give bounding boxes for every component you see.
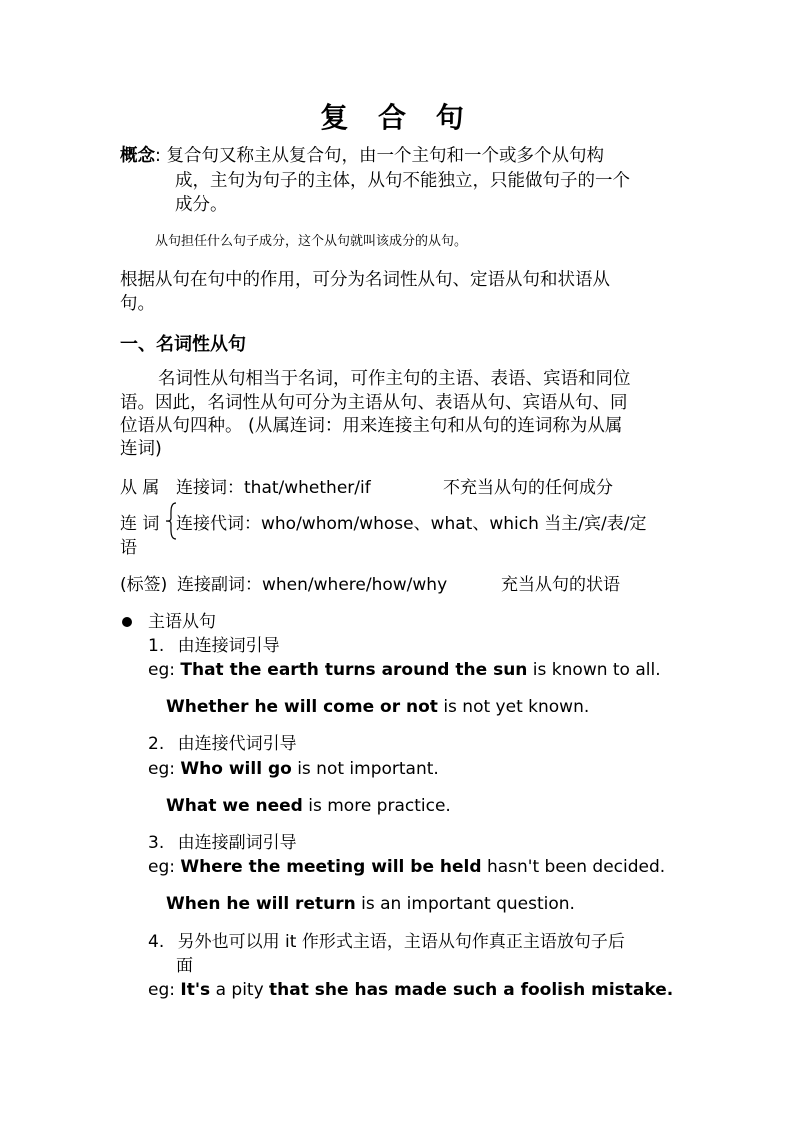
list-item-1-label: 由连接词引导 [177, 636, 280, 656]
section-para-line-2: 语。因此，名词性从句可分为主语从句、表语从句、宾语从句、同 [120, 393, 628, 413]
list-item-2-example-1 [148, 757, 439, 781]
concept-note: 从句担任什么句子成分，这个从句就叫该成分的从句。 [155, 234, 468, 249]
list-item-1-example-1 [148, 658, 661, 682]
example-rest: is not important. [291, 759, 439, 779]
example-bold: What we need [166, 796, 303, 816]
concept-colon: : [155, 146, 161, 166]
list-item-2-label: 由连接代词引导 [177, 734, 297, 754]
example-bold: that she has made such a foolish mistake [269, 980, 667, 1000]
list-item-3-example-1 [148, 855, 665, 879]
list-item-1-example-2 [166, 695, 589, 719]
eg-prefix: eg: [148, 980, 175, 1000]
classification-line-2: 句。 [120, 294, 155, 314]
list-item-4-label: 另外也可以用 it 作形式主语，主语从句作真正主语放句子后 [177, 932, 625, 952]
list-item-2-number: 2. [148, 734, 165, 754]
connective-row-1-note: 不充当从句的任何成分 [443, 478, 613, 498]
concept-line-3: 成分。 [175, 195, 228, 215]
connective-row-2-term: 连接代词：who/whom/whose、what、which 当主/宾/表/定 [176, 514, 647, 534]
example-rest: is known to all. [527, 660, 661, 680]
connective-side-label-3: (标签) [120, 575, 168, 595]
eg-prefix: eg: [148, 759, 175, 779]
example-bold: It's [180, 980, 211, 1000]
section-para-line-4: 连词) [120, 439, 162, 459]
list-item-3-number: 3. [148, 833, 165, 853]
concept-label: 概念 [120, 146, 155, 166]
list-item-2-header [148, 732, 297, 756]
connective-side-label-2: 连 词 [120, 514, 160, 534]
connective-row-2-cont: 语 [120, 538, 137, 558]
example-rest: a pity [210, 980, 270, 1000]
list-item-4-example-1 [148, 978, 673, 1002]
example-bold: That the earth turns around the sun [180, 660, 528, 680]
list-item-4-number: 4. [148, 932, 165, 952]
example-rest: is more practice. [302, 796, 451, 816]
list-item-4-label-cont: 面 [176, 956, 193, 976]
eg-prefix: eg: [148, 660, 175, 680]
connective-row-1-term: 连接词：that/whether/if [176, 478, 371, 498]
example-bold: Who will go [180, 759, 292, 779]
section-para-line-3: 位语从句四种。 (从属连词：用来连接主句和从句的连词称为从属 [120, 416, 623, 436]
concept-line-2: 成，主句为句子的主体，从句不能独立，只能做句子的一个 [175, 171, 630, 191]
subject-clause-label: 主语从句 [148, 612, 216, 632]
section-heading-noun-clauses: 一、名词性从句 [120, 334, 246, 355]
page-title: 复 合 句 [320, 101, 474, 134]
connective-side-label-1: 从 属 [120, 478, 160, 498]
example-rest: is an important question. [355, 894, 575, 914]
example-rest: is not yet known. [437, 697, 590, 717]
section-para-line-1: 名词性从句相当于名词，可作主句的主语、表语、宾语和同位 [158, 369, 631, 389]
eg-prefix: eg: [148, 857, 175, 877]
example-bold: Where the meeting will be held [180, 857, 482, 877]
concept-line-1: 复合句又称主从复合句，由一个主句和一个或多个从句构 [166, 146, 604, 166]
concept-label-line [120, 144, 604, 168]
list-item-1-number: 1. [148, 636, 165, 656]
list-item-1-header [148, 634, 280, 658]
example-rest: hasn't been decided. [481, 857, 666, 877]
bullet-icon [122, 617, 132, 627]
list-item-3-label: 由连接副词引导 [177, 833, 297, 853]
example-end: . [666, 980, 674, 1000]
example-bold: Whether he will come or not [166, 697, 438, 717]
list-item-2-example-2 [166, 794, 451, 818]
classification-line-1: 根据从句在句中的作用，可分为名词性从句、定语从句和状语从 [120, 270, 610, 290]
connective-row-3-note: 充当从句的状语 [501, 575, 620, 595]
list-item-3-header [148, 831, 297, 855]
list-item-3-example-2 [166, 892, 575, 916]
example-bold: When he will return [166, 894, 356, 914]
connective-row-3-term: 连接副词：when/where/how/why [177, 575, 448, 595]
list-item-4-header [148, 930, 625, 954]
